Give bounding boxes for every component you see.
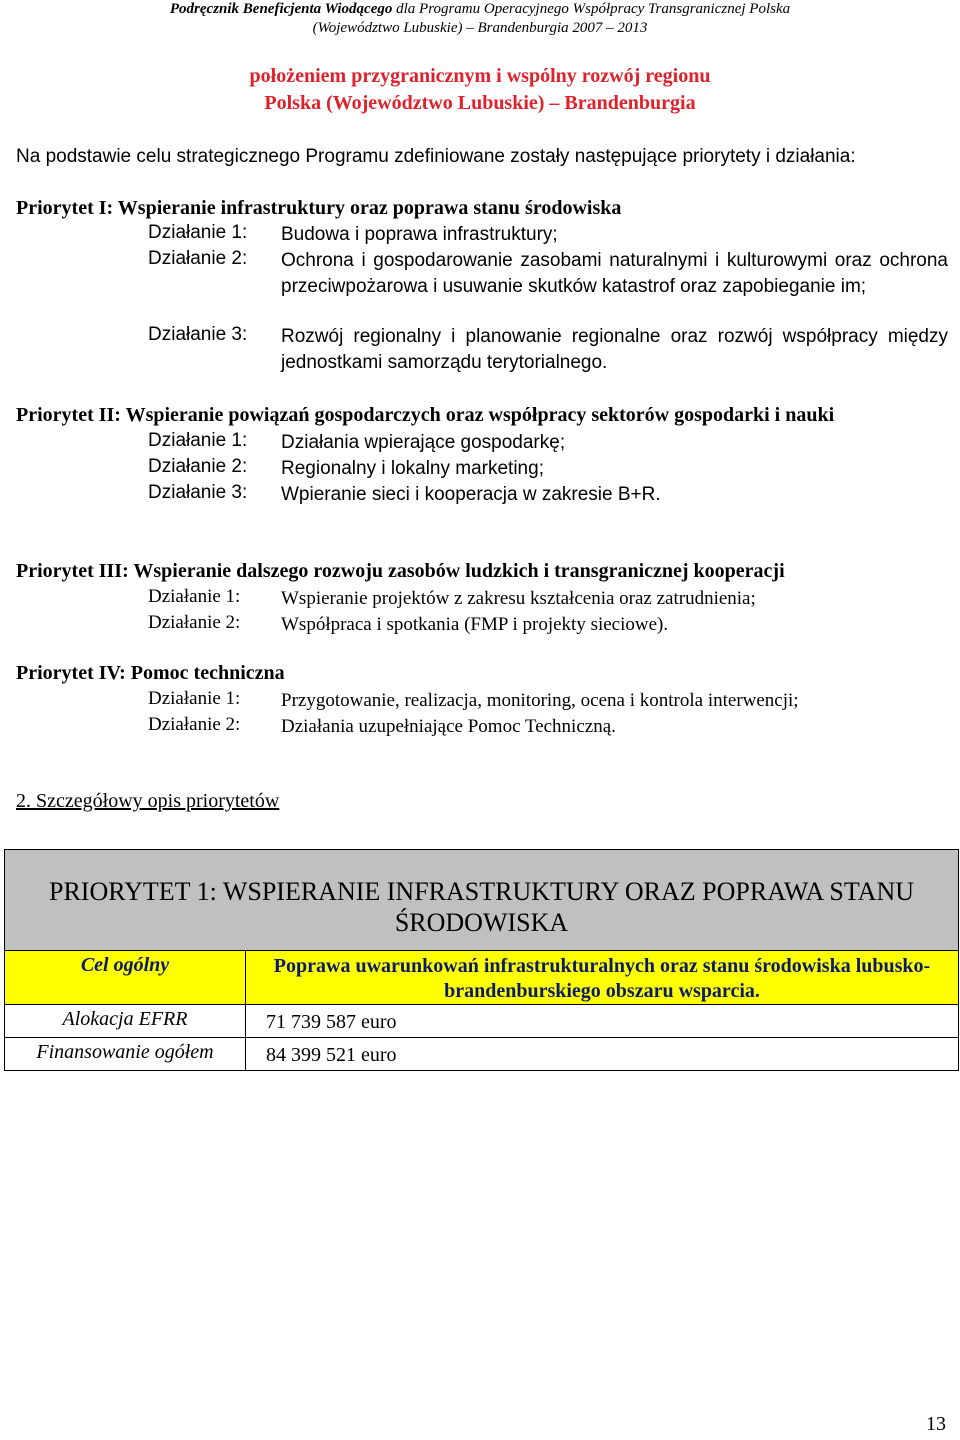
action-text: Współpraca i spotkania (FMP i projekty sieciowe). — [281, 614, 669, 635]
priority-3-action-2 — [148, 612, 948, 638]
table-row-financing — [5, 1037, 958, 1070]
action-text: Rozwój regionalny i planowanie regionalne oraz rozwój współpracy między jednostkami samorządu terytorialnego. — [281, 326, 948, 373]
action-label: Działanie 3: — [148, 482, 248, 503]
table-cell-label: Alokacja EFRR — [5, 1005, 246, 1037]
action-text: Przygotowanie, realizacja, monitoring, ocena i kontrola interwencji; — [281, 690, 799, 711]
action-text: Wpieranie sieci i kooperacja w zakresie B+R. — [281, 484, 661, 505]
priority-3-title: Priorytet III: Wspieranie dalszego rozwoju zasobów ludzkich i transgranicznej kooperacji — [16, 560, 785, 582]
priority-2-action-2 — [148, 456, 948, 482]
action-text: Regionalny i lokalny marketing; — [281, 458, 544, 479]
page-number: 13 — [926, 1413, 946, 1435]
action-label: Działanie 1: — [148, 430, 248, 451]
priority-2-action-3 — [148, 482, 948, 508]
intro-paragraph: Na podstawie celu strategicznego Programu zdefiniowane zostały następujące priorytety i działania: — [16, 146, 856, 167]
action-label: Działanie 1: — [148, 586, 241, 607]
red-title-line-1: położeniem przygranicznym i wspólny rozwój regionu — [249, 65, 711, 87]
action-text: Ochrona i gospodarowanie zasobami naturalnymi i kulturowymi oraz ochrona przeciwpożarowa i usuwanie skutków katastrof oraz zapobieganie im; — [281, 250, 948, 297]
action-label: Działanie 2: — [148, 456, 248, 477]
table-cell-label: Finansowanie ogółem — [5, 1038, 246, 1070]
action-label: Działanie 2: — [148, 248, 248, 269]
header-rest: dla Programu Operacyjnego Współpracy Transgranicznej Polska — [392, 1, 791, 17]
table-cell-value: Poprawa uwarunkowań infrastrukturalnych oraz stanu środowiska lubusko-brandenburskiego obszaru wsparcia. — [246, 951, 958, 1004]
table-cell-label: Cel ogólny — [5, 951, 246, 1004]
header-line-1 — [0, 0, 960, 19]
action-text: Działania wpierające gospodarkę; — [281, 432, 566, 453]
priority-2-title: Priorytet II: Wspieranie powiązań gospodarczych oraz współpracy sektorów gospodarki i nauki — [16, 404, 835, 426]
red-title-line-2: Polska (Województwo Lubuskie) – Brandenburgia — [264, 92, 696, 114]
priority-4-action-2 — [148, 714, 948, 740]
priority-4-title: Priorytet IV: Pomoc techniczna — [16, 662, 285, 684]
action-label: Działanie 1: — [148, 222, 248, 243]
priority-4-action-1 — [148, 688, 948, 714]
priority-table — [4, 849, 959, 1071]
header-line-2: (Województwo Lubuskie) – Brandenburgia 2007 – 2013 — [312, 20, 648, 36]
priority-1-action-2 — [148, 248, 948, 300]
red-title — [0, 63, 960, 117]
action-label: Działanie 1: — [148, 688, 241, 709]
priority-1-action-1 — [148, 222, 948, 248]
action-label: Działanie 2: — [148, 714, 241, 735]
priority-1-action-3 — [148, 324, 948, 376]
action-text: Budowa i poprawa infrastruktury; — [281, 224, 558, 245]
running-header — [0, 0, 960, 38]
section-heading: 2. Szczegółowy opis priorytetów — [16, 790, 280, 812]
action-label: Działanie 3: — [148, 324, 248, 345]
table-cell-value: 71 739 587 euro — [266, 1011, 397, 1033]
priority-2-action-1 — [148, 430, 948, 456]
table-cell-value: 84 399 521 euro — [266, 1044, 397, 1066]
priority-3-action-1 — [148, 586, 948, 612]
action-label: Działanie 2: — [148, 612, 241, 633]
priority-1-title: Priorytet I: Wspieranie infrastruktury oraz poprawa stanu środowiska — [16, 197, 622, 219]
action-text: Wspieranie projektów z zakresu kształcenia oraz zatrudnienia; — [281, 588, 756, 609]
header-bold-title: Podręcznik Beneficjenta Wiodącego — [169, 1, 393, 17]
action-text: Działania uzupełniające Pomoc Techniczną. — [281, 716, 616, 737]
table-row-allocation — [5, 1004, 958, 1037]
table-heading: PRIORYTET 1: WSPIERANIE INFRASTRUKTURY ORAZ POPRAWA STANU ŚRODOWISKA — [5, 850, 958, 950]
table-row-goal — [5, 950, 958, 1004]
